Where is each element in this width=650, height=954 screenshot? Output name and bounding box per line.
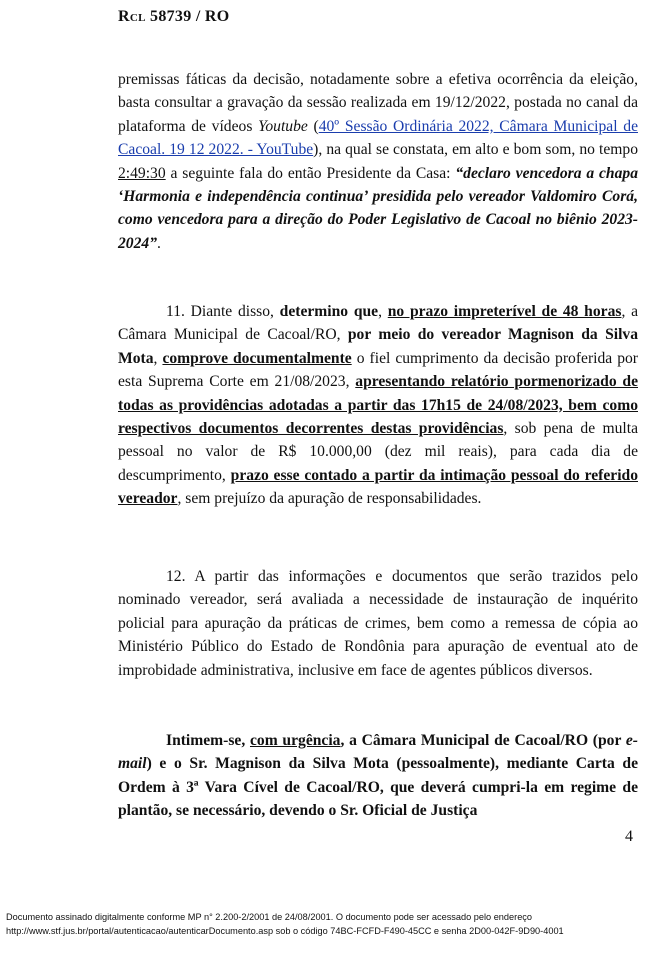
p2-text-5: o fiel cumprimento da decisão proferida por esta Suprema Corte em 21/08/2023, xyxy=(118,349,639,391)
paragraph-11-determination xyxy=(118,300,638,511)
p1-text-1: premissas fáticas da decisão, notadamente sobre a efetiva ocorrência da eleição, basta consultar a gravação da sessão realizada em 19/12/2022, postada no canal da plataforma de vídeos xyxy=(118,71,638,135)
p2-bold-determino: determino que xyxy=(279,303,379,320)
case-reference-header: Rcl 58739 / RO xyxy=(118,8,230,25)
p2-prazo-intimacao: prazo esse contado a partir da intimação pessoal do referido vereador xyxy=(118,466,638,508)
p2-text-3: , a Câmara Municipal de Cacoal/RO, xyxy=(118,303,639,344)
p1-text-2: ( xyxy=(307,117,319,135)
p2-text-1: 11. Diante disso, xyxy=(166,303,280,320)
p4-com-urgencia: com urgência xyxy=(249,732,341,749)
p2-deadline-48h: no prazo impreterível de 48 horas xyxy=(387,303,622,320)
p2-text-6: , sob pena de multa pessoal no valor de R$ 10.000,00 (dez mil reais), para cada dia de descumprimento, xyxy=(118,420,639,484)
p1-text-5: . xyxy=(156,234,161,252)
p1-timestamp: 2:49:30 xyxy=(118,164,166,182)
youtube-session-link[interactable]: 40º Sessão Ordinária 2022, Câmara Municipal de Cacoal. 19 12 2022. - YouTube xyxy=(118,117,638,159)
p2-text-2: , xyxy=(378,303,388,320)
paragraph-12-inquerito: 12. A partir das informações e documentos que serão trazidos pelo nominado vereador, será avaliada a necessidade de instauração de inquérito policial para apuração da práticas de crimes, bem como a remessa de cópia ao Ministério Público do Estado de Rondônia para apuração de eventual ato de improbidade administrativa, inclusive em face de agentes públicos diversos. xyxy=(118,568,638,679)
p2-text-7: , sem prejuízo da apuração de responsabilidades. xyxy=(177,490,482,508)
footer-authentication-line: http://www.stf.jus.br/portal/autenticacao/autenticarDocumento.asp sob o código 74BC-FCFD-F490-45CC e senha 2D00-042F-9D90-4001 xyxy=(6,925,564,936)
page-number: 4 xyxy=(625,828,633,845)
footer-line-1: Documento assinado digitalmente conforme MP n° 2.200-2/2001 de 24/08/2001. O documento pode ser acessado pelo endereço xyxy=(6,912,533,922)
p1-president-quote: “declaro vencedora a chapa ‘Harmonia e independência continua’ presidida pelo vereador Valdomiro Corá, como vencedora para a direção do Poder Legislativo de Cacoal no biênio 2023-2024” xyxy=(118,164,638,252)
p2-comprove-documentalmente: comprove documentalmente xyxy=(162,349,352,367)
p1-text-4: a seguinte fala do então Presidente da Casa: xyxy=(165,164,456,182)
p4-text-1: Intimem-se, xyxy=(166,732,250,749)
p1-youtube-word: Youtube xyxy=(258,117,308,135)
p2-text-4: , xyxy=(153,349,163,367)
paragraph-intimem-se xyxy=(118,729,638,823)
p4-text-2: , a Câmara Municipal de Cacoal/RO (por xyxy=(340,732,626,749)
p1-text-3: ), na qual se constata, em alto e bom som, no tempo xyxy=(313,141,639,159)
digital-signature-footer xyxy=(6,911,646,938)
p4-text-3: ) e o Sr. Magnison da Silva Mota (pessoalmente), mediante Carta de Ordem à 3ª Vara Cível de Cacoal/RO, que deverá cumpri-la em regime de plantão, se necessário, devendo o Sr. Oficial de Justiça xyxy=(118,755,638,820)
p4-email-word: e-mail xyxy=(118,732,638,773)
p2-relatorio-providencias: apresentando relatório pormenorizado de todas as providências adotadas a partir das 17h15 de 24/08/2023, bem como respectivos documentos decorrentes destas providências xyxy=(118,373,638,438)
paragraph-premissas xyxy=(118,68,638,255)
p2-bold-vereador: por meio do vereador Magnison da Silva Mota xyxy=(118,326,638,367)
